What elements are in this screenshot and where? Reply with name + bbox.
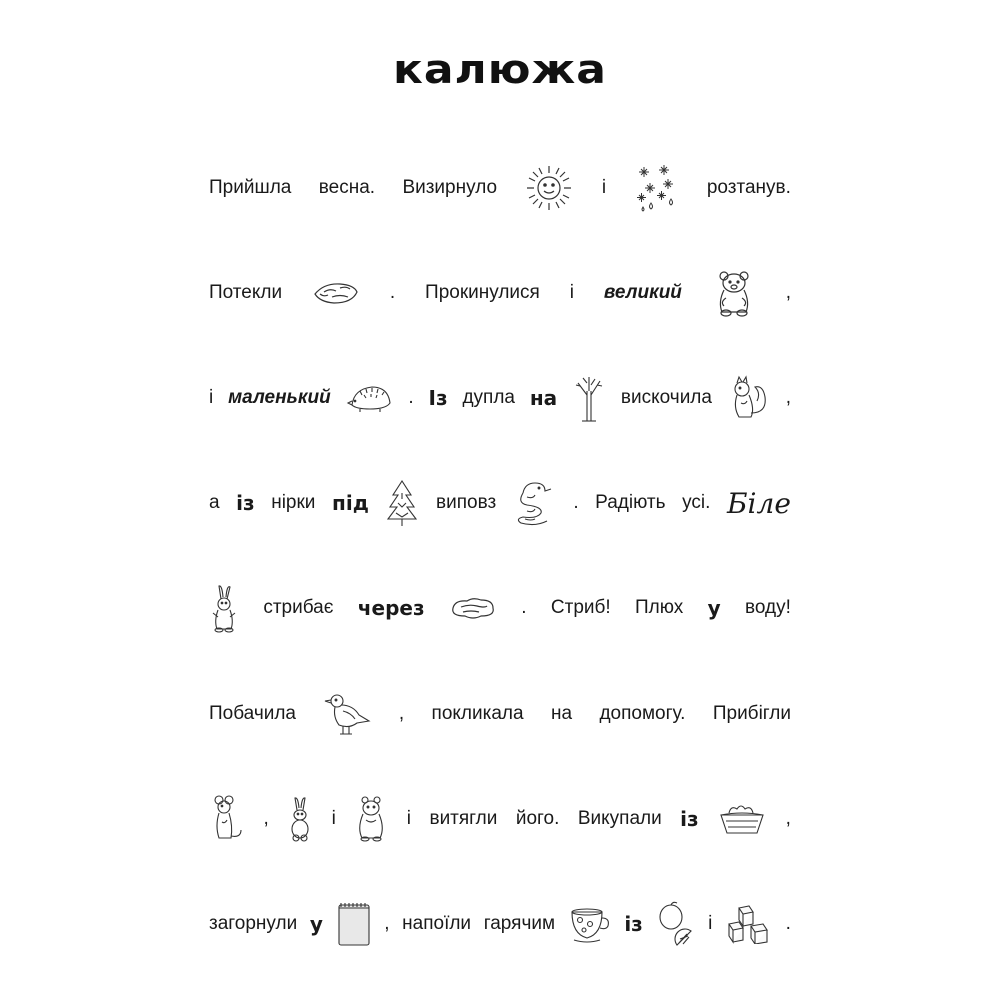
word: розтанув. — [706, 177, 791, 198]
word: Прибігли — [712, 703, 791, 724]
word-bold: із — [624, 912, 643, 936]
lemon-icon — [655, 901, 695, 947]
text-line-7 — [209, 784, 791, 854]
word: , — [263, 808, 269, 829]
word: . — [521, 597, 527, 618]
word: і — [406, 808, 412, 829]
text-line-1 — [209, 153, 791, 223]
word: . — [408, 387, 414, 408]
word-bold: на — [529, 386, 558, 410]
word: стрибає — [263, 597, 334, 618]
word: усі. — [682, 492, 711, 513]
word: витягли — [429, 808, 498, 829]
word: Визирнуло — [402, 177, 498, 198]
word: на — [550, 703, 573, 724]
word: Плюх — [635, 597, 684, 618]
word-handwritten: Біле — [726, 486, 791, 520]
word: загорнули — [209, 913, 298, 934]
word: Стриб! — [550, 597, 611, 618]
word: , — [785, 387, 791, 408]
word: , — [785, 282, 791, 303]
text-line-8 — [209, 889, 791, 959]
page-title: калюжа — [392, 46, 608, 93]
word: покликала — [431, 703, 524, 724]
squirrel-icon — [727, 373, 771, 423]
tea-cup-icon — [568, 904, 612, 944]
washtub-icon — [717, 801, 767, 837]
word: , — [384, 913, 390, 934]
word: воду! — [745, 597, 791, 618]
hamster-icon — [354, 794, 388, 844]
word-bold: через — [357, 596, 425, 620]
word-emphasis: маленький — [228, 387, 331, 408]
word: . — [573, 492, 579, 513]
word-bold: під — [332, 491, 369, 515]
sugar-cubes-icon — [725, 904, 773, 944]
word-emphasis: великий — [603, 282, 682, 303]
crow-icon — [323, 691, 371, 737]
word: Потекли — [209, 282, 283, 303]
puddle-icon — [449, 594, 497, 622]
word: весна. — [318, 177, 376, 198]
text-line-4 — [209, 468, 791, 538]
word: Радіють — [595, 492, 666, 513]
word: гарячим — [483, 913, 556, 934]
text-line-3 — [209, 363, 791, 433]
mouse-icon — [209, 794, 245, 844]
bunny-icon — [209, 583, 239, 633]
text-line-5 — [209, 573, 791, 643]
bear-icon — [712, 268, 756, 318]
word-bold: із — [236, 491, 255, 515]
sun-icon — [524, 163, 574, 213]
word: нірки — [271, 492, 316, 513]
word: , — [398, 703, 405, 724]
word: і — [209, 387, 214, 408]
word: і — [569, 282, 574, 303]
word: напоїли — [402, 913, 472, 934]
word: Прокинулися — [425, 282, 540, 303]
towel-icon — [336, 900, 372, 948]
word: його. — [515, 808, 560, 829]
word: допомогу. — [599, 703, 686, 724]
stream-icon — [312, 278, 360, 308]
rabbit-icon — [287, 796, 313, 842]
word: Побачила — [209, 703, 296, 724]
word-bold: Із — [428, 386, 448, 410]
word: , — [785, 808, 791, 829]
word: виповз — [436, 492, 497, 513]
word: і — [331, 808, 336, 829]
word: дупла — [462, 387, 515, 408]
hedgehog-icon — [346, 381, 394, 415]
word-bold: із — [680, 807, 699, 831]
tree-icon — [572, 373, 606, 423]
snake-icon — [513, 479, 557, 527]
spruce-icon — [385, 479, 419, 527]
text-line-2 — [209, 258, 791, 328]
word: вискочила — [620, 387, 712, 408]
word-bold: у — [707, 596, 721, 620]
word: і — [601, 177, 607, 198]
word: . — [785, 913, 791, 934]
word: . — [389, 282, 396, 303]
word-bold: у — [309, 912, 323, 936]
word: Викупали — [577, 808, 662, 829]
text-line-6 — [209, 679, 791, 749]
snowflakes-icon — [633, 163, 679, 213]
word: і — [708, 913, 713, 934]
word: а — [209, 492, 220, 513]
word: Прийшла — [209, 177, 292, 198]
